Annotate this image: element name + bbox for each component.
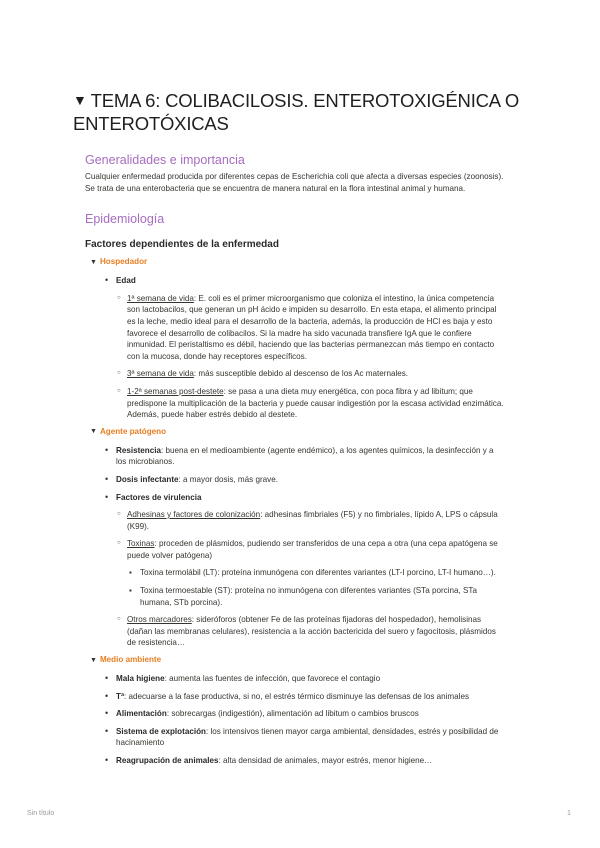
toggle-agente-patogeno[interactable]: ▼ Agente patógeno [90, 426, 167, 436]
list-item: ○ 1ª semana de vida: E. coli es el primer microorganismo que coloniza el intestino, la única competencia son lactobacilos, que generan un pH ácido e impiden su desarrollo. En esta etapa, el alimento principal es la leche, medio ideal para el desarrollo de la bacteria, además, la producción de HCl es baja y esto favorece el desarrollo de colibacilos. Si la madre ha sido vacunada transfiere IgA que le confiere inmunidad. El peristaltismo es débil, haciendo que las bacterias permanezcan más tiempo en contacto con la mucosa, donde hay receptores específicos. [127, 293, 505, 363]
list-item: • Alimentación: sobrecargas (indigestión), alimentación ad libitum o cambios bruscos [116, 708, 506, 720]
list-item: ▪ Toxina termoestable (ST): proteína no inmunógena con diferentes variantes (STa porcina, STa humana, STb porcina). [140, 585, 505, 608]
list-item: • Reagrupación de animales: alta densidad de animales, mayor estrés, menor higiene… [116, 755, 506, 767]
list-item: ○ Toxinas: proceden de plásmidos, pudiendo ser transferidos de una cepa a otra (una cepa apatógena se puede volver patógena) ▪ Toxina termolábil (LT): proteína inmunógena con diferentes variantes (LT-I porcino, LT-I humano…). ▪ Toxina termoestable (ST): proteína no inmunógena con diferentes variantes (STa porcina, STa humana, STb porcina). [127, 538, 505, 608]
toggle-medio-ambiente[interactable]: ▼ Medio ambiente [90, 655, 162, 665]
list-item-edad: • Edad ○ 1ª semana de vida: E. coli es el primer microorganismo que coloniza el intestino, la única competencia son lactobacilos, que generan un pH ácido e impiden su desarrollo. En esta etapa, el alimento principal es la leche, medio ideal para el desarrollo de la bacteria, además, la producción de HCl es baja y esto favorece el desarrollo de colibacilos. Si la madre ha sido vacunada transfiere IgA que le confiere inmunidad. El peristaltismo es débil, haciendo que las bacterias permanezcan más tiempo en contacto con la mucosa, donde hay receptores específicos. ○ 3ª semana de vida: más susceptible debido al descenso de los Ac maternales. ○ 1-2ª semanas post-destete: se pasa a una dieta muy energética, con poca fibra y ad libitum; que predispone la multiplicación de la bacteria y puede causar indigestión por la escasa actividad enzimática. Además, puede haber estrés debido al destete. [116, 275, 506, 421]
list-item-dosis: • Dosis infectante: a mayor dosis, más grave. [116, 474, 506, 486]
list-item-resistencia: • Resistencia: buena en el medioambiente (agente endémico), a los agentes químicos, la desinfección y a los microbianos. [116, 445, 506, 468]
virulencia-list [127, 509, 506, 649]
toxinas-list [140, 567, 505, 608]
page-content [73, 90, 531, 767]
toggle-hospedador[interactable]: ▼ Hospedador [90, 257, 148, 267]
toggle-arrow-down-icon[interactable]: ▼ [90, 258, 97, 266]
list-item: ○ Otros marcadores: sideróforos (obtener Fe de las proteínas fijadoras del hospedador), hemolisinas (dañan las membranas celulares), resistencia a la acción bactericida del suero y fagocitosis, plásmidos de resistencia… [127, 614, 505, 649]
medio-list [116, 673, 531, 767]
footer-doc-title: Sin título [27, 810, 55, 817]
toggle-arrow-down-icon[interactable]: ▼ [90, 656, 97, 664]
toggle-arrow-down-icon[interactable]: ▼ [90, 428, 97, 436]
list-item: ▪ Toxina termolábil (LT): proteína inmunógena con diferentes variantes (LT-I porcino, LT-I humano…). [140, 567, 505, 579]
heading-epidemiologia: Epidemiología [85, 212, 165, 227]
agente-list [116, 445, 531, 649]
toggle-triangle-down-icon[interactable]: ▼ [73, 92, 87, 108]
generalidades-text: Cualquier enfermedad producida por diferentes cepas de Escherichia coli que afecta a diversas especies (zoonosis). Se trata de una enterobacteria que se encuentra de manera natural en la flora intestinal animal y humana. [85, 172, 504, 193]
list-item-virulencia: • Factores de virulencia ○ Adhesinas y factores de colonización: adhesinas fimbriales (F5) y no fimbriales, lípido A, LPS o cápsula (K99). ○ Toxinas: proceden de plásmidos, pudiendo ser transferidos de una cepa a otra (una cepa apatógena se puede volver patógena) ▪ Toxina termolábil (LT): proteína inmunógena con diferentes variantes (LT-I porcino, LT-I humano…). ▪ Toxina termoestable (ST): proteína no inmunógena con diferentes variantes (STa porcina, STa humana, STb porcina). ○ Otros marcadores: sideróforos (obtener Fe de las proteínas fijadoras del hospedador), hemolisinas (dañan las membranas celulares), resistencia a la acción bactericida del suero y fagocitosis, plásmidos de resistencia… [116, 492, 506, 650]
list-item: • Sistema de explotación: los intensivos tienen mayor carga ambiental, densidades, estrés y posibilidad de hacinamiento [116, 726, 506, 749]
heading-factores: Factores dependientes de la enfermedad [85, 239, 279, 251]
heading-generalidades: Generalidades e importancia [85, 153, 245, 167]
list-item: ○ 1-2ª semanas post-destete: se pasa a una dieta muy energética, con poca fibra y ad libitum; que predispone la multiplicación de la bacteria y puede causar indigestión por la escasa actividad enzimática. Además, puede haber estrés debido al destete. [127, 386, 505, 421]
edad-list [127, 293, 506, 421]
list-item: • Mala higiene: aumenta las fuentes de infección, que favorece el contagio [116, 673, 506, 685]
page-title[interactable]: ▼ TEMA 6: COLIBACILOSIS. ENTEROTOXIGÉNICA O ENTEROTÓXICAS [73, 90, 520, 134]
footer-page-number: 1 [567, 810, 571, 817]
list-item: • Tª: adecuarse a la fase productiva, si no, el estrés térmico disminuye las defensas de los animales [116, 691, 506, 703]
list-item: ○ 3ª semana de vida: más susceptible debido al descenso de los Ac maternales. [127, 368, 505, 380]
list-item: ○ Adhesinas y factores de colonización: adhesinas fimbriales (F5) y no fimbriales, lípido A, LPS o cápsula (K99). [127, 509, 505, 532]
hospedador-list [116, 275, 531, 421]
